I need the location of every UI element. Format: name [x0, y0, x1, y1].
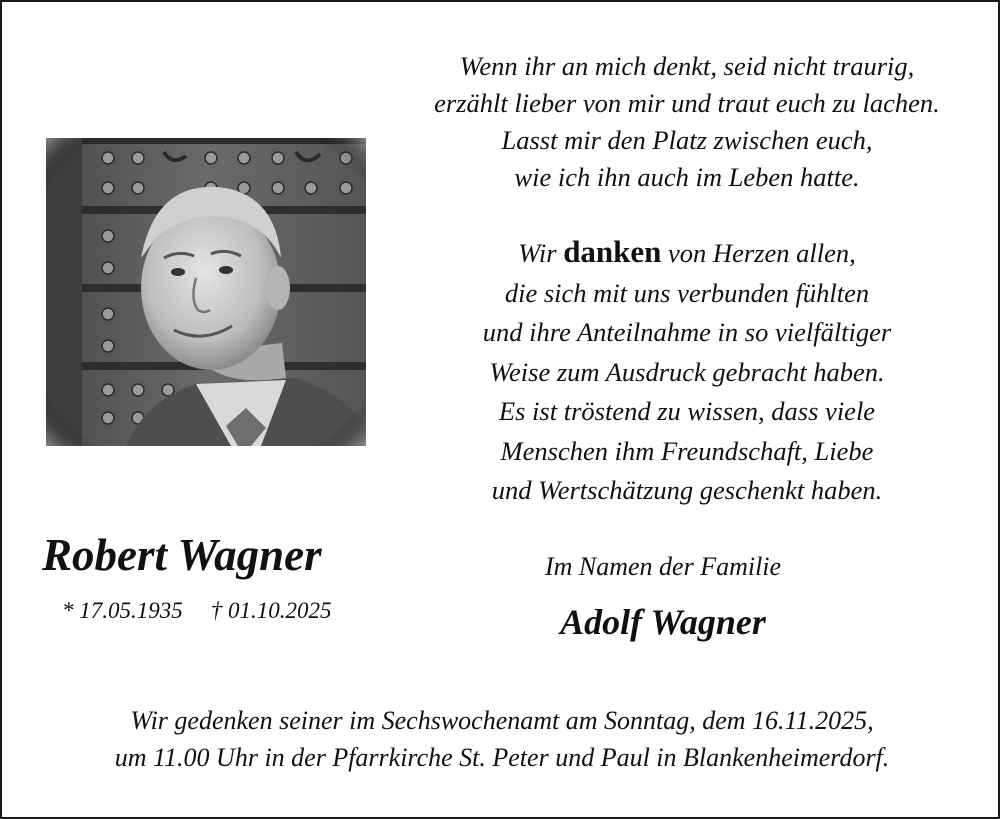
- thanks-line: Menschen ihm Freundschaft, Liebe: [500, 435, 874, 466]
- poem-line: wie ich ihn auch im Leben hatte.: [514, 162, 860, 192]
- thanks-line: Es ist tröstend zu wissen, dass viele: [498, 396, 876, 426]
- portrait-photo: [46, 138, 366, 446]
- memorial-line: um 11.00 Uhr in der Pfarrkirche St. Peter und Paul in Blankenheimerdorf.: [114, 743, 890, 772]
- thanks-first-line: [382, 232, 992, 274]
- thanks-line: die sich mit uns verbunden fühlten: [504, 277, 870, 308]
- family-intro: Im Namen der Familie: [544, 552, 782, 581]
- memorial-notice: [2, 702, 1000, 776]
- portrait-image: [46, 138, 366, 446]
- death-date: † 01.10.2025: [210, 598, 332, 623]
- thanks-line: und Wertschätzung geschenkt haben.: [491, 475, 883, 505]
- poem-line: erzählt lieber von mir und traut euch zu lachen.: [434, 88, 940, 118]
- deceased-name: Robert Wagner: [42, 530, 322, 580]
- memorial-line: Wir gedenken seiner im Sechswochenamt am Sonntag, dem 16.11.2025,: [130, 706, 874, 735]
- thanks-line: Weise zum Ausdruck gebracht haben.: [489, 356, 885, 387]
- thanks-text: [382, 232, 992, 511]
- poem: [382, 48, 992, 196]
- thanks-suffix: von Herzen allen,: [661, 238, 856, 268]
- life-dates: [62, 598, 332, 624]
- poem-line: Lasst mir den Platz zwischen euch,: [501, 125, 873, 155]
- poem-line: Wenn ihr an mich denkt, seid nicht traurig,: [459, 51, 915, 81]
- thanks-line: und ihre Anteilnahme in so vielfältiger: [482, 317, 892, 347]
- thanks-emphasis: danken: [563, 234, 662, 269]
- family-signer: Adolf Wagner: [560, 602, 766, 642]
- birth-date: * 17.05.1935: [62, 598, 183, 623]
- thanks-prefix: Wir: [518, 238, 564, 268]
